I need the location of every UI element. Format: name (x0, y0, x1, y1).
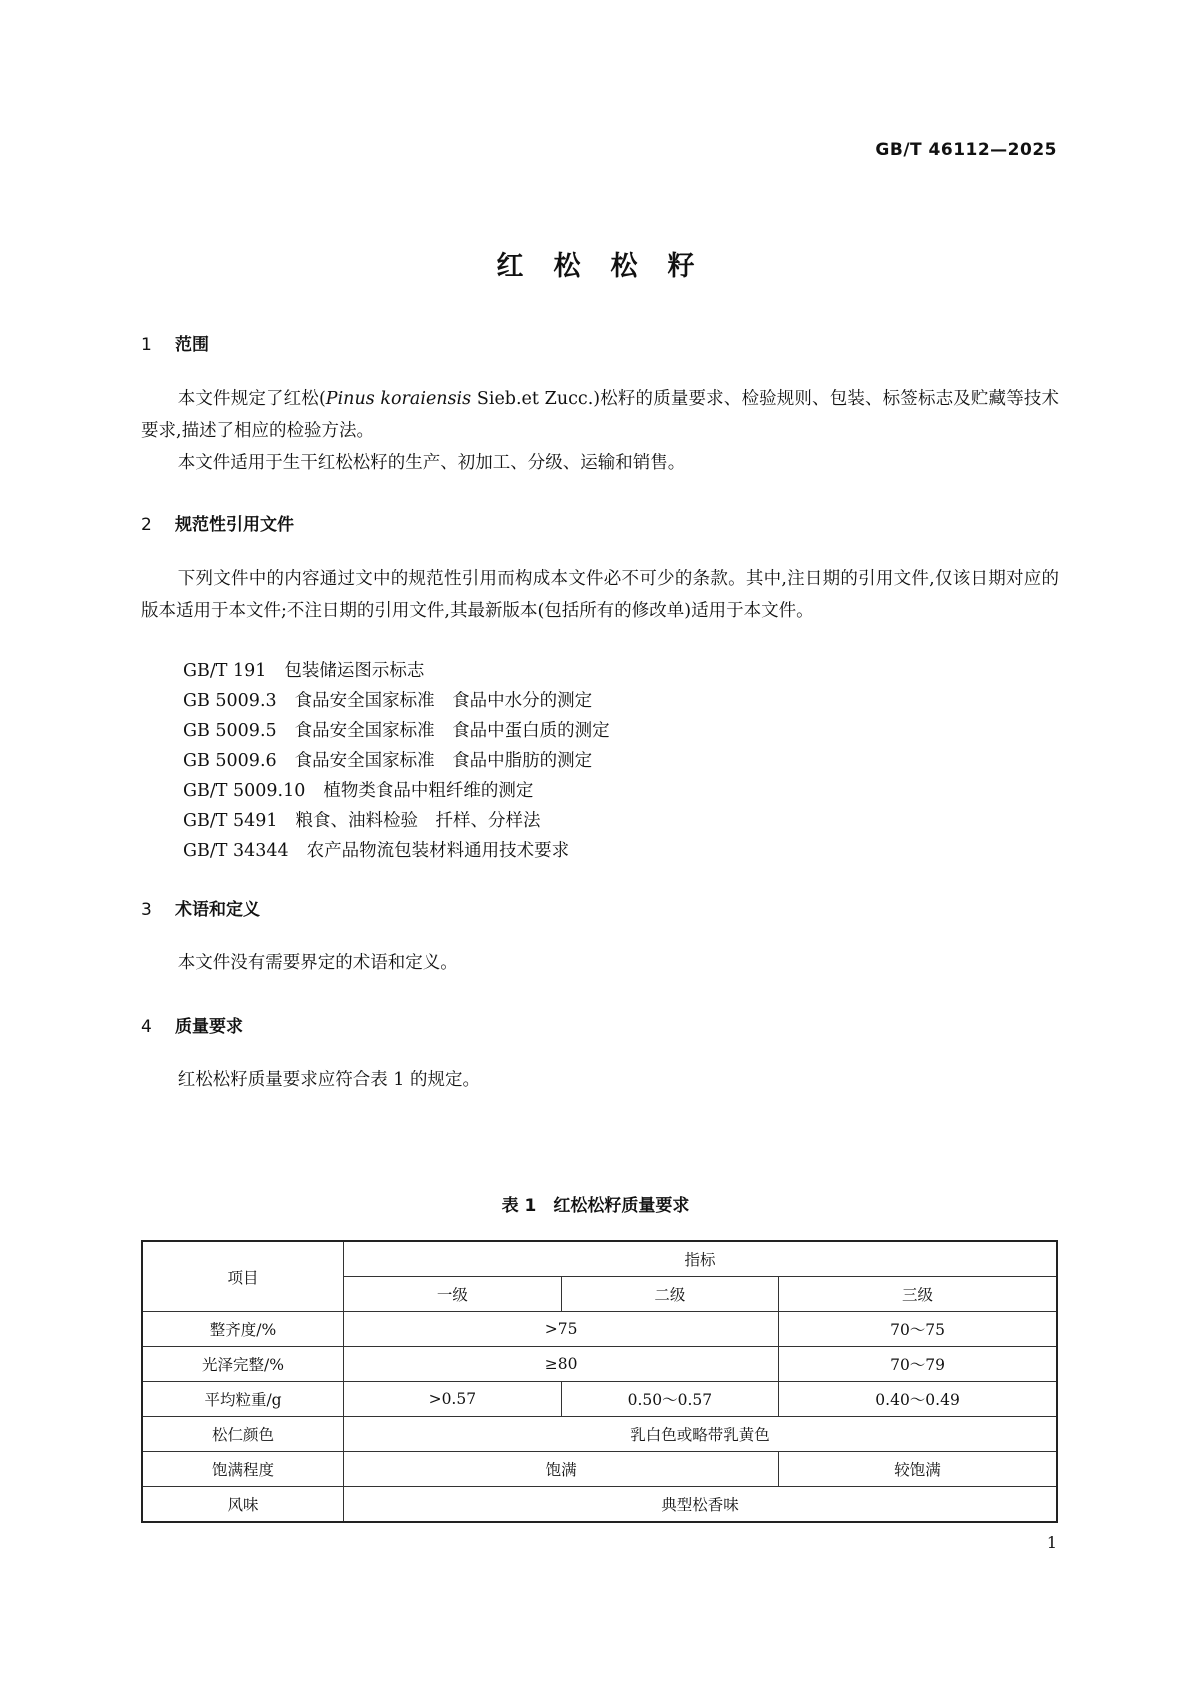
row-label: 风味 (142, 1487, 344, 1523)
ref-code: GB/T 34344 (183, 841, 289, 861)
reference-item (183, 657, 424, 682)
latin-name: Pinus koraiensis (325, 389, 472, 409)
section-title: 质量要求 (175, 1017, 243, 1037)
ref-name: 粮食、油料检验 扦样、分样法 (295, 811, 541, 831)
text: Sieb.et Zucc.)松籽的质量要求、检验规则、包装、标签标志及贮藏等技术要求,描述了相应的检验方法。 (141, 389, 1060, 441)
header-item: 项目 (142, 1241, 344, 1312)
section-2-heading (141, 510, 294, 535)
table-cell: >0.57 (344, 1382, 562, 1417)
table-row (142, 1487, 1057, 1523)
ref-name: 农产品物流包装材料通用技术要求 (306, 841, 570, 861)
table-cell: 典型松香味 (344, 1487, 1057, 1523)
ref-code: GB 5009.6 (183, 751, 277, 771)
section-1-heading (141, 330, 209, 355)
table-cell: ≥80 (344, 1347, 779, 1382)
reference-item (183, 777, 533, 802)
ref-code: GB 5009.3 (183, 691, 277, 711)
ref-code: GB/T 191 (183, 661, 267, 681)
ref-name: 食品安全国家标准 食品中水分的测定 (294, 691, 593, 711)
row-label: 平均粒重/g (142, 1382, 344, 1417)
reference-item (183, 687, 592, 712)
ref-name: 食品安全国家标准 食品中蛋白质的测定 (294, 721, 610, 741)
section-number: 3 (141, 900, 152, 920)
quality-paragraph: 红松松籽质量要求应符合表 1 的规定。 (177, 1070, 481, 1090)
section-3-heading (141, 895, 260, 920)
reference-item (183, 717, 610, 742)
section-title: 术语和定义 (175, 900, 260, 920)
table-cell: >75 (344, 1312, 779, 1347)
ref-code: GB/T 5491 (183, 811, 278, 831)
standard-code: GB/T 46112—2025 (875, 140, 1057, 160)
table-row (142, 1382, 1057, 1417)
table-row (142, 1347, 1057, 1382)
section-number: 2 (141, 515, 152, 535)
ref-name: 植物类食品中粗纤维的测定 (323, 781, 534, 801)
table-cell: 0.40～0.49 (779, 1382, 1057, 1417)
page-number: 1 (1046, 1533, 1057, 1552)
section-number: 4 (141, 1017, 152, 1037)
table-cell: 饱满 (344, 1452, 779, 1487)
table-caption: 表 1 红松松籽质量要求 (501, 1196, 690, 1216)
header-index: 指标 (344, 1241, 1057, 1277)
section-title: 范围 (175, 335, 209, 355)
table-cell: 乳白色或略带乳黄色 (344, 1417, 1057, 1452)
table-cell: 70～75 (779, 1312, 1057, 1347)
reference-item (183, 747, 592, 772)
row-label: 光泽完整/% (142, 1347, 344, 1382)
ref-code: GB 5009.5 (183, 721, 277, 741)
row-label: 松仁颜色 (142, 1417, 344, 1452)
scope-paragraph-2: 本文件适用于生干红松松籽的生产、初加工、分级、运输和销售。 (177, 453, 686, 473)
scope-paragraph-1 (141, 383, 1059, 447)
quality-requirements-table (141, 1240, 1058, 1523)
table-row (142, 1452, 1057, 1487)
reference-item (183, 807, 541, 832)
table-row (142, 1417, 1057, 1452)
reference-item (183, 837, 569, 862)
ref-name: 包装储运图示标志 (284, 661, 425, 681)
table-row (142, 1312, 1057, 1347)
document-title: 红松松籽 (496, 251, 725, 282)
section-number: 1 (141, 335, 152, 355)
header-grade-1: 一级 (344, 1277, 562, 1312)
ref-code: GB/T 5009.10 (183, 781, 306, 801)
row-label: 整齐度/% (142, 1312, 344, 1347)
normative-refs-paragraph: 下列文件中的内容通过文中的规范性引用而构成本文件必不可少的条款。其中,注日期的引用文件,仅该日期对应的版本适用于本文件;不注日期的引用文件,其最新版本(包括所有的修改单)适用于本文件。 (141, 569, 1059, 621)
header-grade-3: 三级 (779, 1277, 1057, 1312)
row-label: 饱满程度 (142, 1452, 344, 1487)
table-cell: 0.50～0.57 (561, 1382, 779, 1417)
ref-name: 食品安全国家标准 食品中脂肪的测定 (294, 751, 593, 771)
table-cell: 70～79 (779, 1347, 1057, 1382)
header-grade-2: 二级 (561, 1277, 779, 1312)
section-title: 规范性引用文件 (175, 515, 294, 535)
text: 本文件规定了红松( (177, 389, 326, 409)
section-4-heading (141, 1012, 243, 1037)
table-cell: 较饱满 (779, 1452, 1057, 1487)
table-header-row (142, 1241, 1057, 1277)
terms-paragraph: 本文件没有需要界定的术语和定义。 (177, 953, 458, 973)
